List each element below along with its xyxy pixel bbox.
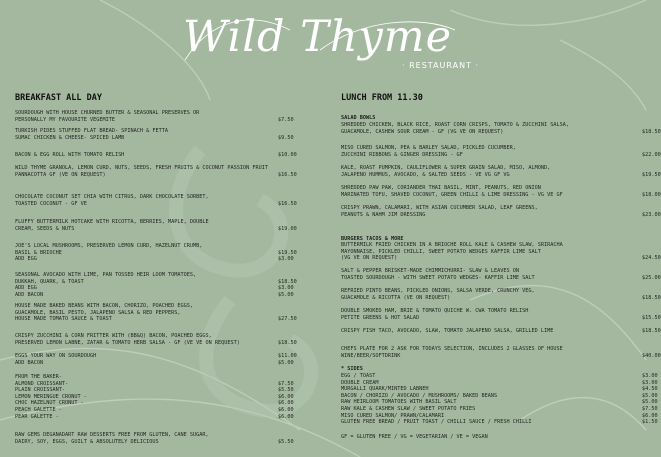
restaurant-logo bbox=[0, 0, 646, 80]
item-price: $9.50 bbox=[278, 134, 294, 141]
item-description: RAW KALE & CASHEW SLAW / SWEET POTATO FRIES bbox=[341, 406, 476, 412]
item-description: SALT & PEPPER BRISKET-MADE CHIMMICHURRI- SLAW & LEAVES ON TOASTED SOURDOUGH - WITH SWEET POTATO WEDGES- KAFFIR LIME SALT bbox=[341, 268, 535, 281]
item-price: $16.50 bbox=[278, 200, 297, 207]
item-price: $7.50 bbox=[278, 116, 294, 123]
item-price: $24.50 bbox=[642, 255, 661, 262]
item-price: $7.50 bbox=[642, 406, 658, 412]
breakfast-heading: BREAKFAST ALL DAY bbox=[15, 93, 102, 103]
item-price: $5.00 bbox=[278, 359, 294, 366]
item-description: HOUSE MADE BAKED BEANS WITH BACON, CHORIZO, POACHED EGGS, GUACAMOLE, BASIL PESTO, JALAPENO SALSA & RED PEPPERS, HOUSE MADE TOMATO SAUCE & TOAST bbox=[15, 303, 194, 323]
item-description: SOURDOUGH WITH HOUSE CHURNED BUTTER & SEASONAL PRESERVES OR PERSONALLY MY FAVOURITE VEGEMITE bbox=[15, 110, 200, 123]
item-price: $23.00 bbox=[642, 211, 661, 218]
item-description: FROM THE BAKER- ALMOND CROISSANT- PLAIN CROISSANT- LEMON MERINGUE CRONUT - CHOC HAZELNUT CRONUT - PEACH GALETTE - PEAR GALETTE - bbox=[15, 374, 87, 420]
item-price: $6.00 bbox=[642, 412, 658, 419]
item-description: CHEFS PLATE FOR 2 ASK FOR TODAYS SELECTION, INCLUDES 2 GLASSES OF HOUSE WINE/BEER/SOFTDRINK bbox=[341, 346, 563, 359]
logo-subtitle: · RESTAURANT · bbox=[402, 61, 480, 70]
item-description: RAW HEIRLOOM TOMATOES WITH BASIL SALT bbox=[341, 399, 457, 406]
item-price: $18.50 bbox=[642, 294, 661, 301]
item-price: $19.50 bbox=[642, 171, 661, 178]
lunch-heading: LUNCH FROM 11.30 bbox=[341, 93, 423, 103]
item-description: CRISPY ZUCCHINI & CORN FRITTER WITH (BB&Q) BACON, POACHED EGGS, PRESERVED LEMON LABNE, ZATAR & TOMATO HERB SALSA - GF (VE VE ON REQUEST) bbox=[15, 333, 240, 346]
item-price: $16.50 bbox=[278, 171, 297, 178]
item-price: $3.00 bbox=[278, 285, 294, 292]
logo-title: Wild Thyme bbox=[183, 12, 453, 62]
dietary-legend: GF = GLUTEN FREE / VG = VEGETARIAN / VE = VEGAN bbox=[341, 434, 488, 440]
item-description: REFRIED PINTO BEANS, PICKLED ONIONS, SALSA VERDE, CRUNCHY VEG, GUACAMOLE & RICOTTA (VE ON REQUEST) bbox=[341, 288, 535, 301]
item-price: $40.00 bbox=[642, 352, 661, 359]
item-price: $15.50 bbox=[642, 314, 661, 321]
salad-bowls-heading: SALAD BOWLS bbox=[341, 115, 376, 121]
item-description: BACON & EGG ROLL WITH TOMATO RELISH bbox=[15, 152, 125, 158]
item-description: GLUTEN FREE BREAD / FRUIT TOAST / CHILLI SAUCE / FRESH CHILLI bbox=[341, 419, 532, 426]
item-price: $18.50 bbox=[278, 278, 297, 285]
item-price: $4.50 bbox=[642, 386, 658, 393]
item-description: SHREDDED PAW PAW, CORIANDER THAI BASIL, MINT, PEANUTS, RED ONION MARINATED TOFU, SHAVED COCONUT, GREEN CHILLI & LIME DRESSING - VG VE GF bbox=[341, 185, 563, 198]
item-price: $5.00 bbox=[278, 291, 294, 298]
item-price: $6.00 bbox=[278, 407, 294, 413]
item-description: CRISPY FISH TACO, AVOCADO, SLAW, TOMATO JALAPENO SALSA, GRILLED LIME bbox=[341, 328, 554, 334]
item-description: MISO CURED SALMON, PEA & BARLEY SALAD, PICKLED CUCUMBER, ZUCCHINI RIBBONS & GINGER DRESSING - GF bbox=[341, 145, 516, 158]
item-description: CRISPY PRAWN, CALAMARI, WITH ASIAN CUCUMBER SALAD, LEAF GREENS, PEANUTS & NAHM JIM DRESSING bbox=[341, 205, 538, 218]
item-price: $3.00 bbox=[642, 379, 658, 386]
item-description: KALE, ROAST PUMPKIN, CAULIFLOWER & SUPER GRAIN SALAD, MISO, ALMOND, JALAPENO HUMMUS, AVOCADO, & SALTED SEEDS - VE VG GF VG bbox=[341, 165, 551, 178]
item-description: DOUBLE SMOKED HAM, BRIE & TOMATO QUICHE W. CWA TOMATO RELISH PETITE GREENS & HOT SALAD bbox=[341, 308, 529, 321]
item-price: $7.50 bbox=[278, 380, 294, 387]
item-price: $6.00 bbox=[278, 400, 294, 407]
item-description: EGGS YOUR WAY ON SOURDOUGH ADD BACON bbox=[15, 353, 97, 366]
item-price: $3.00 bbox=[642, 373, 658, 379]
item-price: $3.00 bbox=[278, 256, 294, 263]
item-price: $18.50 bbox=[642, 328, 661, 334]
item-price: $18.50 bbox=[278, 339, 297, 346]
item-price: $5.00 bbox=[642, 392, 658, 399]
item-price: $19.50 bbox=[278, 249, 297, 256]
item-price: $1.50 bbox=[642, 419, 658, 426]
item-description: BACON / CHORIZO / AVOCADO / MUSHROOMS/ BAKED BEANS bbox=[341, 392, 498, 399]
item-description: BUTTERMILK FRIED CHICKEN IN A BRIOCHE ROLL KALE & CASHEW SLAW, SRIRACHA MAYONNAISE, PICKLED CHILLI, SWEET POTATO WEDGES KAFFIR LIME SALT (VG VE ON REQUEST) bbox=[341, 242, 563, 262]
item-price: $5.00 bbox=[642, 399, 658, 406]
item-description: WILD THYME GRANOLA, LEMON CURD, NUTS, SEEDS, FRESH FRUITS & COCONUT PASSION FRUIT PANNACOTTA GF (VE ON REQUEST) bbox=[15, 165, 268, 178]
item-price: $6.00 bbox=[278, 413, 294, 420]
item-price: $18.50 bbox=[642, 128, 661, 135]
item-description: JOE'S LOCAL MUSHROOMS, PRESERVED LEMON CURD, HAZELNUT CRUMB, BASIL & BRIOCHE ADD EGG bbox=[15, 243, 203, 263]
item-description: DOUBLE CREAM bbox=[341, 379, 379, 386]
item-price: $25.00 bbox=[642, 274, 661, 281]
item-price: $5.50 bbox=[278, 387, 294, 394]
item-description: MISO CURED SALMON/ PRAWN/CALAMARI bbox=[341, 412, 445, 419]
item-price: $27.50 bbox=[278, 316, 297, 323]
item-description: CHOCOLATE COCONUT SET CHIA WITH CITRUS, DARK CHOCOLATE SORBET, TOASTED COCONUT - GF VE bbox=[15, 194, 209, 207]
burgers-heading: BURGERS TACOS & MORE bbox=[341, 236, 404, 242]
item-price: $6.00 bbox=[278, 393, 294, 400]
item-description: TURKISH PIDES STUFFED FLAT BREAD- SPINACH & FETTA SUMAC CHICKEN & CHEESE- SPICED LAMB bbox=[15, 128, 169, 141]
item-description: SEASONAL AVOCADO WITH LIME, PAN TOSSED HEIR LOOM TOMATOES, DUKKAH, QUARK, & TOAST ADD EGG ADD BACON bbox=[15, 272, 197, 298]
item-description: FLUFFY BUTTERMILK HOTCAKE WITH RICOTTA, BERRIES, MAPLE, DOUBLE CREAM, SEEDS & NUTS bbox=[15, 219, 209, 232]
item-description: EGG / TOAST bbox=[341, 373, 376, 379]
item-description: MURGALLI QUARK/MINTED LABNEH bbox=[341, 386, 429, 393]
item-price: $19.00 bbox=[278, 225, 297, 232]
item-description: SHREDDED CHICKEN, BLACK RICE, ROAST CORN CRISPS, TOMATO & ZUCCHINI SALSA, GUACAMOLE, CASHEW SOUR CREAM - GF (VG VE ON REQUEST) bbox=[341, 122, 569, 135]
item-price: $11.00 bbox=[278, 353, 297, 359]
item-description: RAW GEMS DEGANADART RAW DESSERTS FREE FROM GLUTEN, CANE SUGAR, DAIRY, SOY, EGGS, GUILT & ABSOLUTELY DELICIOUS bbox=[15, 432, 209, 445]
item-price: $10.00 bbox=[278, 152, 297, 158]
item-price: $5.50 bbox=[278, 438, 294, 445]
item-price: $18.00 bbox=[642, 191, 661, 198]
item-price: $22.00 bbox=[642, 151, 661, 158]
sides-heading: * SIDES bbox=[341, 366, 363, 372]
